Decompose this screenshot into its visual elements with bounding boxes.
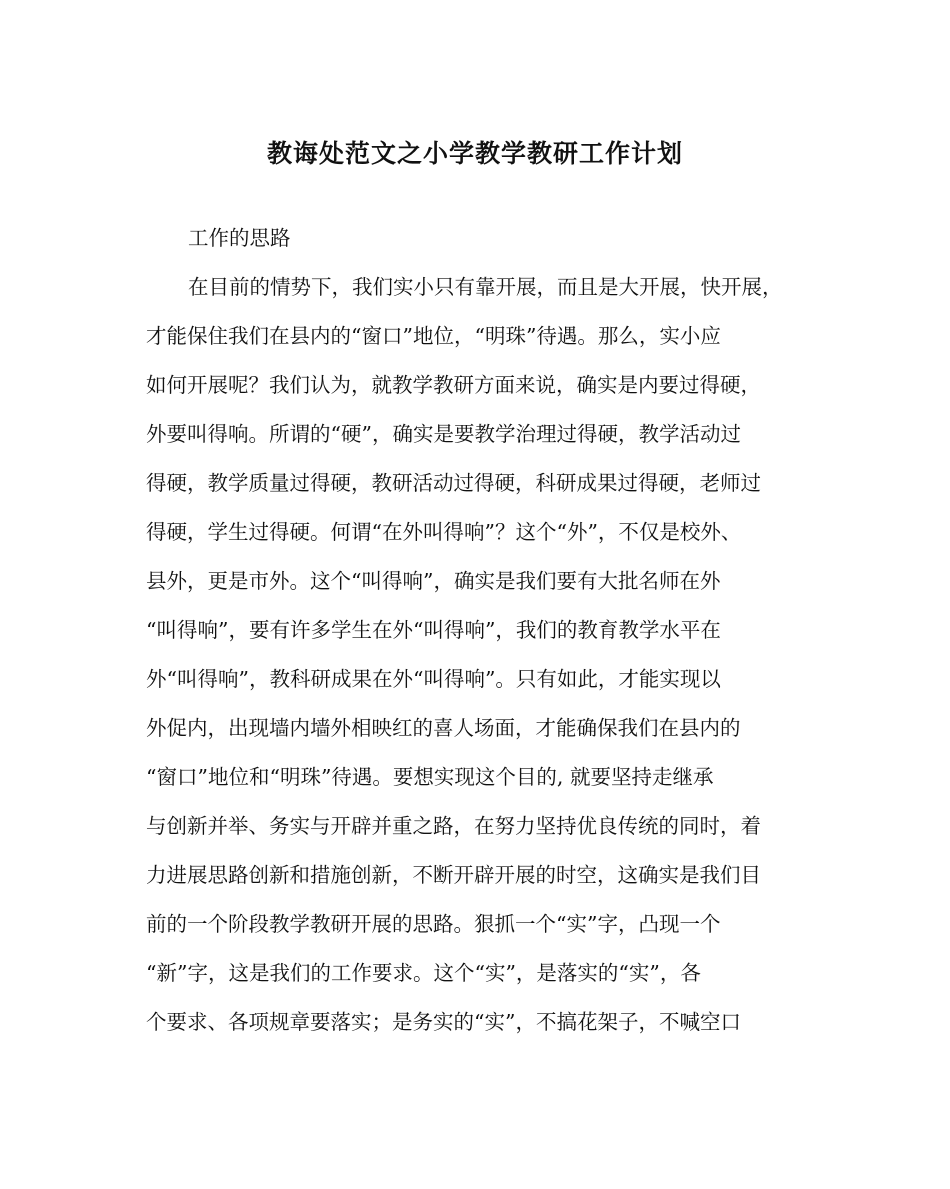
paragraph-line: 如何开展呢？我们认为，就教学教研方面来说，确实是内要过得硬，	[146, 373, 761, 397]
document-title: 教诲处范文之小学教学教研工作计划	[266, 139, 683, 168]
paragraph-line: 县外，更是市外。这个“叫得响”，确实是我们要有大批名师在外	[146, 569, 721, 593]
paragraph-line: 外“叫得响”，教科研成果在外“叫得响”。只有如此，才能实现以	[146, 667, 721, 691]
paragraph-line: 前的一个阶段教学教研开展的思路。狠抓一个“实”字，凸现一个	[146, 912, 721, 936]
paragraph-line: 个要求、各项规章要落实；是务实的“实”，不搞花架子，不喊空口	[146, 1010, 741, 1034]
paragraph-line: 力进展思路创新和措施创新，不断开辟开展的时空，这确实是我们目	[146, 863, 761, 887]
paragraph-line: “新”字，这是我们的工作要求。这个“实”，是落实的“实”，各	[146, 961, 701, 985]
paragraph-line: “叫得响”，要有许多学生在外“叫得响”，我们的教育教学水平在	[146, 618, 721, 642]
paragraph-line: “窗口”地位和“明珠”待遇。要想实现这个目的, 就要坚持走继承	[146, 765, 714, 789]
document-body	[146, 223, 826, 1056]
paragraph-line: 才能保住我们在县内的“窗口”地位，“明珠”待遇。那么，实小应	[146, 324, 721, 348]
paragraph-line: 得硬，教学质量过得硬，教研活动过得硬，科研成果过得硬，老师过	[146, 471, 761, 495]
paragraph-line: 得硬，学生过得硬。何谓“在外叫得响”？这个“外”，不仅是校外、	[146, 520, 742, 544]
section-heading: 工作的思路	[188, 226, 291, 250]
paragraph-line: 外促内，出现墙内墙外相映红的喜人场面，才能确保我们在县内的	[146, 716, 741, 740]
paragraph-line: 在目前的情势下，我们实小只有靠开展，而且是大开展，快开展，	[188, 275, 783, 299]
paragraph-line: 与创新并举、务实与开辟并重之路，在努力坚持优良传统的同时，着	[146, 814, 761, 838]
paragraph-line: 外要叫得响。所谓的“硬”，确实是要教学治理过得硬，教学活动过	[146, 422, 741, 446]
